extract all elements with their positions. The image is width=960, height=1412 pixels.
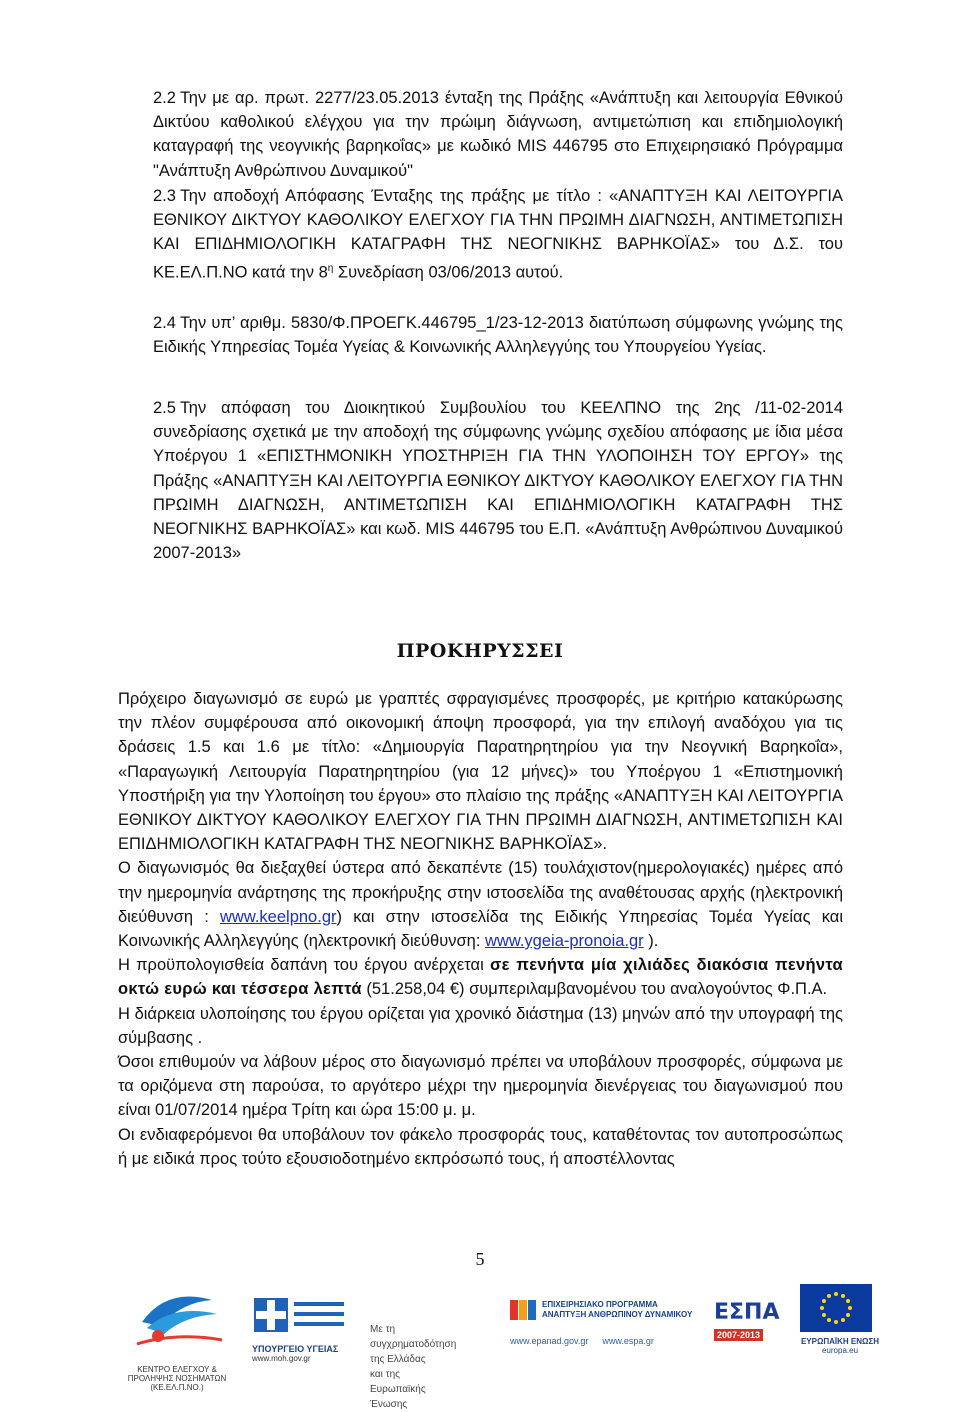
superscript: η xyxy=(327,262,334,274)
item-text-end: Συνεδρίαση 03/06/2013 αυτού. xyxy=(333,263,564,282)
paragraph-deadline: Όσοι επιθυμούν να λάβουν μέρος στο διαγωνισμό πρέπει να υποβάλουν προσφορές, σύμφωνα με τα οριζόμενα στη παρούσα, το αργότερο μέχρι την ημερομηνία διενέργειας του διαγωνισμού που είναι 01/07/2014 ημέρα Τρίτη και ώρα 15:00 μ. μ. xyxy=(118,1053,843,1120)
item-text: Την υπ’ αριθμ. 5830/Φ.ΠΡΟΕΓΚ.446795_1/23-12-2013 διατύπωση σύμφωνης γνώμης της Ειδικής Υπηρεσίας Τομέα Υγείας & Κοινωνικής Αλληλεγγύης του Υπουργείου Υγείας. xyxy=(153,314,843,357)
section-heading: ΠΡΟΚΗΡΥΣΣΕΙ xyxy=(396,640,564,662)
eu-flag-icon xyxy=(800,1284,872,1332)
eu-url: europa.eu xyxy=(821,1346,859,1355)
page-number: 5 xyxy=(475,1249,485,1269)
keelpno-emblem-icon xyxy=(122,1282,232,1360)
espa-years: 2007-2013 xyxy=(714,1329,763,1341)
espa-url: www.espa.gr xyxy=(602,1336,654,1346)
text-fragment: (51.258,04 €) συμπεριλαμβανομένου του αναλογούντος Φ.Π.Α. xyxy=(361,980,828,999)
item-text: Την με αρ. πρωτ. 2277/23.05.2013 ένταξη της Πράξης «Ανάπτυξη και λειτουργία Εθνικού Δικτύου καθολικού ελέγχου για την πρώιμη διάγνωση, αντιμετώπιση και επιδημιολογική καταγραφή της νεογνικής βαρηκοΐας» με κωδικό MIS 446795 στο Επιχειρησιακό Πρόγραμμα "Ανάπτυξη Ανθρώπινου Δυναμικού" xyxy=(153,89,843,180)
ep-title-line2: ΑΝΑΠΤΥΞΗ ΑΝΘΡΩΠΙΝΟΥ ΔΥΝΑΜΙΚΟΥ xyxy=(542,1310,693,1319)
item-text: Την αποδοχή Απόφασης Ένταξης της πράξης με τίτλο : «ΑΝΑΠΤΥΞΗ ΚΑΙ ΛΕΙΤΟΥΡΓΙΑ ΕΘΝΙΚΟΥ ΔΙΚΤΥΟΥ ΚΑΘΟΛΙΚΟΥ ΕΛΕΓΧΟΥ ΓΙΑ ΤΗΝ ΠΡΩΙΜΗ ΔΙΑΓΝΩΣΗ, ΑΝΤΙΜΕΤΩΠΙΣΗ ΚΑΙ ΕΠΙΔΗΜΙΟΛΟΓΙΚΗ ΚΑΤΑΓΡΑΦΗ ΤΗΣ ΝΕΟΓΝΙΚΗΣ ΒΑΡΗΚΟΪΑΣ» του Δ.Σ. του ΚΕ.ΕΛ.Π.ΝΟ κατά την 8 xyxy=(153,187,843,282)
item-2-2 xyxy=(153,86,843,183)
cofinancing-caption: Με τη συγχρηματοδότηση της Ελλάδας και της Ευρωπαϊκής Ένωσης xyxy=(370,1324,457,1410)
eu-caption: ΕΥΡΩΠΑΪΚΗ ΕΝΩΣΗ xyxy=(800,1337,880,1346)
paragraph-tender: Πρόχειρο διαγωνισμό σε ευρώ με γραπτές σφραγισμένες προσφορές, με κριτήριο κατακύρωσης την πλέον συμφέρουσα από οικονομική άποψη προσφορά, για την επιλογή αναδόχου για τις δράσεις 1.5 και 1.6 με τίτλο: «Δημιουργία Παρατηρητηρίου για την Νεογνική Βαρηκοΐα», «Παραγωγική Λειτουργία Παρατηρητηρίου (για 12 μήνες)» του Υποέργου 1 «Επιστημονική Υποστήριξη για την Υλοποίηση του έργου» στο πλαίσιο της πράξης «ΑΝΑΠΤΥΞΗ ΚΑΙ ΛΕΙΤΟΥΡΓΙΑ ΕΘΝΙΚΟΥ ΔΙΚΤΥΟΥ ΚΑΘΟΛΙΚΟΥ ΕΛΕΓΧΟΥ ΓΙΑ ΤΗΝ ΠΡΩΙΜΗ ΔΙΑΓΝΩΣΗ, ΑΝΤΙΜΕΤΩΠΙΣΗ ΚΑΙ ΕΠΙΔΗΜΙΟΛΟΓΙΚΗ ΚΑΤΑΓΡΑΦΗ ΤΗΣ ΝΕΟΓΝΙΚΗΣ ΒΑΡΗΚΟΪΑΣ». xyxy=(118,690,843,854)
text-fragment: ). xyxy=(643,932,659,951)
keelpno-caption: ΚΕΝΤΡΟ ΕΛΕΓΧΟΥ & ΠΡΟΛΗΨΗΣ ΝΟΣΗΜΑΤΩΝ (ΚΕ.ΕΛ.Π.ΝΟ.) xyxy=(127,1365,227,1392)
item-2-4 xyxy=(153,311,843,359)
item-number: 2.5 xyxy=(153,399,176,417)
paragraph-dates xyxy=(118,856,843,953)
eu-logo xyxy=(800,1284,880,1355)
operational-programme-logo xyxy=(510,1298,700,1346)
ministry-url: www.moh.gov.gr xyxy=(252,1354,311,1363)
paragraph-duration: Η διάρκεια υλοποίησης του έργου ορίζεται για χρονικό διάστημα (13) μηνών από την υπογραφή της σύμβασης . xyxy=(118,1004,843,1047)
paragraph-budget xyxy=(118,953,843,1001)
paragraph-submission: Οι ενδιαφερόμενοι θα υποβάλουν τον φάκελο προσφοράς τους, καταθέτοντας τον αυτοπροσώπως ή με ειδικά προς τούτο εξουσιοδοτημένο εκπρόσωπό τους, ή αποστέλλοντας xyxy=(118,1125,843,1168)
item-2-5 xyxy=(153,396,843,565)
text-fragment: Η προϋπολογισθεία δαπάνη του έργου ανέρχεται xyxy=(118,956,490,975)
item-number: 2.3 xyxy=(153,187,176,205)
item-number: 2.2 xyxy=(153,89,176,107)
budget-amount-words: σε πενήντα μία χιλιάδες διακόσια πενήντα οκτώ ευρώ και τέσσερα λεπτά xyxy=(118,956,843,999)
item-number: 2.4 xyxy=(153,314,176,332)
keelpno-link[interactable]: www.keelpno.gr xyxy=(220,907,337,926)
espa-logo xyxy=(714,1300,800,1343)
ep-emblem-icon xyxy=(510,1298,536,1322)
text-fragment: Ο διαγωνισμός θα διεξαχθεί ύστερα από δεκαπέντε (15) τουλάχιστον(ημερολογιακές) ημέρες από την ημερομηνία ανάρτησης της προκήρυξης στην ιστοσελίδα της αναθέτουσας αρχής (ηλεκτρονική διεύθυνση : xyxy=(118,859,843,926)
keelpno-logo xyxy=(122,1282,232,1392)
item-text: Την απόφαση του Διοικητικού Συμβουλίου του ΚΕΕΛΠΝΟ της 2ης /11-02-2014 συνεδρίασης σχετικά με την αποδοχή της σύμφωνης γνώμης σχεδίου απόφασης με ίδια μέσα Υποέργου 1 «ΕΠΙΣΤΗΜΟΝΙΚΗ ΥΠΟΣΤΗΡΙΞΗ ΓΙΑ ΤΗΝ ΥΛΟΠΟΙΗΣΗ ΤΟΥ ΕΡΓΟΥ» της Πράξης «ΑΝΑΠΤΥΞΗ ΚΑΙ ΛΕΙΤΟΥΡΓΙΑ ΕΘΝΙΚΟΥ ΔΙΚΤΥΟΥ ΚΑΘΟΛΙΚΟΥ ΕΛΕΓΧΟΥ ΓΙΑ ΤΗΝ ΠΡΩΙΜΗ ΔΙΑΓΝΩΣΗ, ΑΝΤΙΜΕΤΩΠΙΣΗ ΚΑΙ ΕΠΙΔΗΜΙΟΛΟΓΙΚΗ ΚΑΤΑΓΡΑΦΗ ΤΗΣ ΝΕΟΓΝΙΚΗΣ ΒΑΡΗΚΟΪΑΣ» και κωδ. MIS 446795 του Ε.Π. «Ανάπτυξη Ανθρώπινου Δυναμικού 2007-2013» xyxy=(153,399,843,563)
ygeia-pronoia-link[interactable]: www.ygeia-pronoia.gr xyxy=(485,932,644,951)
epanad-url: www.epanad.gov.gr xyxy=(510,1336,589,1346)
ep-urls xyxy=(510,1336,700,1346)
ep-title-line1: ΕΠΙΧΕΙΡΗΣΙΑΚΟ ΠΡΟΓΡΑΜΜΑ xyxy=(542,1300,658,1309)
greek-cross-icon xyxy=(252,1290,352,1340)
ministry-logo xyxy=(252,1290,352,1363)
item-2-3 xyxy=(153,184,843,284)
ministry-name: ΥΠΟΥΡΓΕΙΟ ΥΓΕΙΑΣ xyxy=(252,1344,339,1354)
espa-word: ΕΣΠΑ xyxy=(714,1300,780,1325)
text-fragment: ) και στην ιστοσελίδα της Ειδικής Υπηρεσίας Τομέα Υγείας και Κοινωνικής Αλληλεγγύης (ηλεκτρονική διεύθυνση: xyxy=(118,907,843,951)
ep-header xyxy=(510,1298,700,1322)
body-text xyxy=(118,687,843,1171)
footer-logos xyxy=(0,1272,960,1393)
